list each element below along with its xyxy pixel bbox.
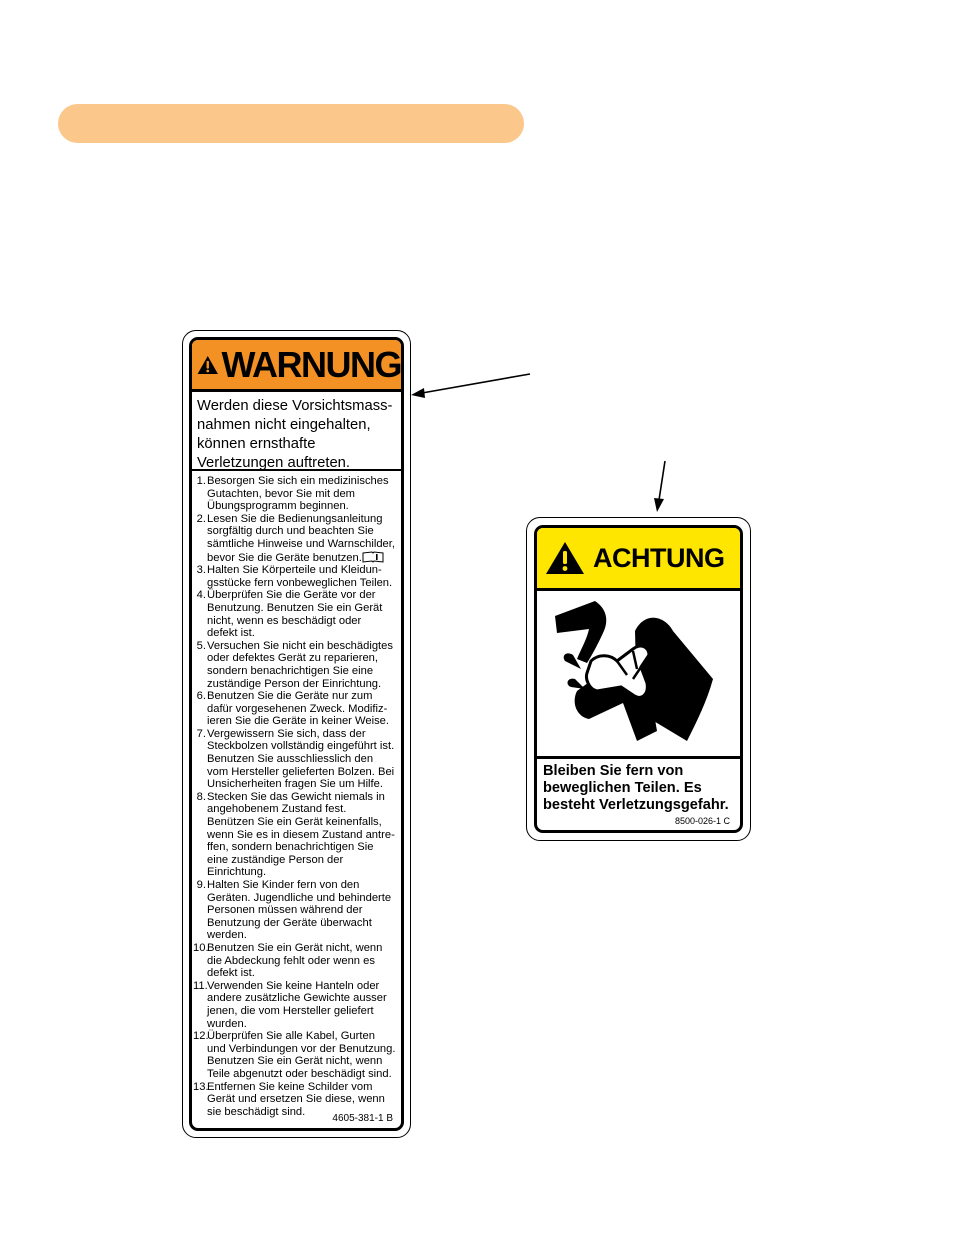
instruction-line: sie beschädigt sind.	[207, 1105, 306, 1118]
instruction-number: 12.	[193, 1030, 209, 1043]
instruction-item	[193, 728, 401, 791]
instruction-number: 1.	[196, 475, 206, 487]
instruction-line: andere zusätzliche Gewichte ausser	[207, 992, 387, 1005]
instruction-number: 5.	[196, 639, 206, 652]
instruction-line: eine zuständige Person der	[207, 853, 344, 866]
instruction-line: sorgfältig durch und beachten Sie	[207, 525, 374, 538]
instruction-number: 2.	[196, 512, 206, 525]
instruction-number: 11.	[193, 979, 208, 992]
instruction-line: defekt ist.	[207, 627, 255, 640]
warnung-part-number: 4605-381-1 B	[332, 1113, 393, 1124]
instruction-number: 13.	[193, 1080, 209, 1093]
instruction-line: sondern benachrichtigen Sie eine	[207, 664, 374, 677]
instruction-line: die Abdeckung fehlt oder wenn es	[207, 954, 375, 967]
instruction-line: Benutzen Sie ein Gerät nicht, wenn	[207, 941, 383, 954]
achtung-text-line: besteht Verletzungsgefahr.	[543, 797, 729, 813]
instruction-line: Überprüfen Sie alle Kabel, Gurten	[207, 1030, 375, 1043]
instruction-line: Überprüfen Sie die Geräte vor der	[207, 589, 376, 602]
hand-entanglement-icon	[537, 591, 740, 759]
instruction-line: Halten Sie Kinder fern von den	[207, 879, 360, 891]
instruction-text	[207, 564, 392, 589]
warnung-intro	[192, 392, 401, 471]
instruction-line: wurden.	[207, 1017, 247, 1030]
instruction-item	[193, 564, 401, 589]
instruction-line: vom Hersteller gelieferten Bolzen. Bei	[207, 765, 395, 778]
instruction-line: Übungsprogramm beginnen.	[207, 500, 349, 513]
instruction-line: sämtliche Hinweise und Warnschilder,	[207, 537, 395, 550]
instruction-text	[207, 728, 394, 791]
instruction-line: bevor Sie die Geräte benutzen.	[207, 551, 395, 565]
achtung-safety-label	[526, 517, 751, 841]
instruction-line: Verwenden Sie keine Hanteln oder	[207, 979, 380, 992]
achtung-label-inner	[534, 525, 743, 833]
intro-line: können ernsthafte	[197, 436, 316, 452]
instruction-line: Lesen Sie die Bedienungsanleitung	[207, 512, 383, 525]
instruction-line: nicht, wenn es beschädigt oder	[207, 614, 362, 627]
instruction-line: und Verbindungen vor der Benutzung.	[207, 1042, 396, 1055]
instruction-text	[207, 980, 387, 1030]
arrow-to-achtung	[654, 461, 665, 512]
instruction-item	[193, 640, 401, 690]
instruction-line: Einrichtung.	[207, 866, 267, 879]
instruction-line: zuständige Person der Einrichtung.	[207, 677, 382, 690]
instruction-text	[207, 942, 382, 980]
achtung-text-line: Bleiben Sie fern von	[543, 763, 684, 779]
instruction-line: dafür vorgesehenen Zweck. Modifiz-	[207, 702, 388, 715]
instruction-line: wenn Sie es in diesem Zustand antre-	[207, 828, 395, 841]
instruction-line: Steckbolzen vollständig eingeführt ist.	[207, 740, 395, 753]
warnung-safety-label	[182, 330, 411, 1138]
instruction-text	[207, 589, 382, 639]
instruction-text	[207, 640, 393, 690]
instruction-line: Unsicherheiten fragen Sie um Hilfe.	[207, 778, 383, 791]
instruction-line: Benutzen Sie die Geräte nur zum	[207, 690, 373, 703]
instruction-item	[193, 791, 401, 879]
instruction-line: Vergewissern Sie sich, dass der	[207, 727, 366, 740]
instruction-item	[193, 690, 401, 728]
intro-line: Verletzungen auftreten.	[197, 455, 351, 471]
instruction-item	[193, 980, 401, 1030]
warnung-header	[192, 340, 401, 392]
achtung-title: ACHTUNG	[593, 542, 725, 573]
instruction-line: Stecken Sie das Gewicht niemals in	[207, 790, 385, 803]
instruction-number: 10.	[193, 941, 209, 954]
intro-line: nahmen nicht eingehalten,	[197, 417, 371, 433]
instruction-line: Geräten. Jugendliche und behinderte	[207, 891, 392, 904]
instruction-item	[193, 513, 401, 564]
instruction-number: 4.	[196, 589, 206, 602]
instruction-item	[193, 942, 401, 980]
instruction-item	[193, 1030, 401, 1080]
instruction-line: ffen, sondern benachrichtigen Sie	[207, 841, 374, 854]
instruction-number: 9.	[196, 879, 206, 891]
instruction-line: Versuchen Sie nicht ein beschädigtes	[207, 639, 393, 652]
instruction-item	[193, 475, 401, 513]
instruction-line: Besorgen Sie sich ein medizinisches	[207, 475, 389, 487]
instruction-text	[207, 513, 395, 564]
arrow-to-warnung	[411, 374, 530, 398]
instruction-line: gsstücke fern vonbeweglichen Teilen.	[207, 576, 393, 589]
instruction-text	[207, 791, 395, 879]
instruction-number: 6.	[196, 690, 206, 703]
instruction-line: Benutzen Sie ein Gerät nicht, wenn	[207, 1055, 383, 1068]
instruction-line: jenen, die vom Hersteller geliefert	[207, 1004, 374, 1017]
instruction-text	[207, 690, 389, 728]
instruction-line: Entfernen Sie keine Schilder vom	[207, 1080, 373, 1093]
warnung-instructions-list	[192, 471, 401, 1118]
instruction-line: Teile abgenutzt oder beschädigt sind.	[207, 1067, 392, 1080]
achtung-header	[537, 528, 740, 591]
instruction-line: Benutzung der Geräte überwacht	[207, 916, 372, 929]
instruction-number: 8.	[196, 790, 206, 803]
section-header-bar	[58, 104, 524, 143]
instruction-line: Gerät und ersetzen Sie diese, wenn	[207, 1093, 385, 1106]
instruction-line: Benutzung. Benutzen Sie ein Gerät	[207, 601, 383, 614]
intro-line: Werden diese Vorsichtsmass-	[197, 398, 393, 414]
instruction-line: werden.	[207, 929, 247, 942]
instruction-line: oder defektes Gerät zu reparieren,	[207, 652, 379, 665]
warning-triangle-icon	[197, 349, 219, 381]
instruction-item	[193, 589, 401, 639]
warnung-title: WARNUNG	[221, 343, 401, 385]
instruction-text	[207, 1030, 395, 1080]
instruction-line: defekt ist.	[207, 967, 255, 980]
instruction-number: 7.	[196, 727, 206, 740]
instruction-line: Personen müssen während der	[207, 904, 363, 917]
warning-triangle-icon	[545, 541, 585, 575]
instruction-text	[207, 475, 389, 513]
instruction-text	[207, 879, 391, 942]
instruction-line: angehobenem Zustand fest.	[207, 803, 347, 816]
instruction-line: Gutachten, bevor Sie mit dem	[207, 487, 355, 500]
instruction-number: 3.	[196, 564, 206, 577]
achtung-message	[537, 759, 740, 814]
achtung-text-line: beweglichen Teilen. Es	[543, 780, 702, 796]
instruction-item	[193, 879, 401, 942]
instruction-line: Benützen Sie ein Gerät keinenfalls,	[207, 816, 382, 829]
instruction-line: ieren Sie die Geräte in keiner Weise.	[207, 715, 389, 728]
instruction-line: Benutzen Sie ausschliesslich den	[207, 753, 374, 766]
achtung-part-number: 8500-026-1 C	[674, 816, 730, 826]
warnung-label-inner	[189, 337, 404, 1131]
manual-book-icon	[362, 551, 384, 563]
instruction-line: Halten Sie Körperteile und Kleidun-	[207, 564, 382, 577]
